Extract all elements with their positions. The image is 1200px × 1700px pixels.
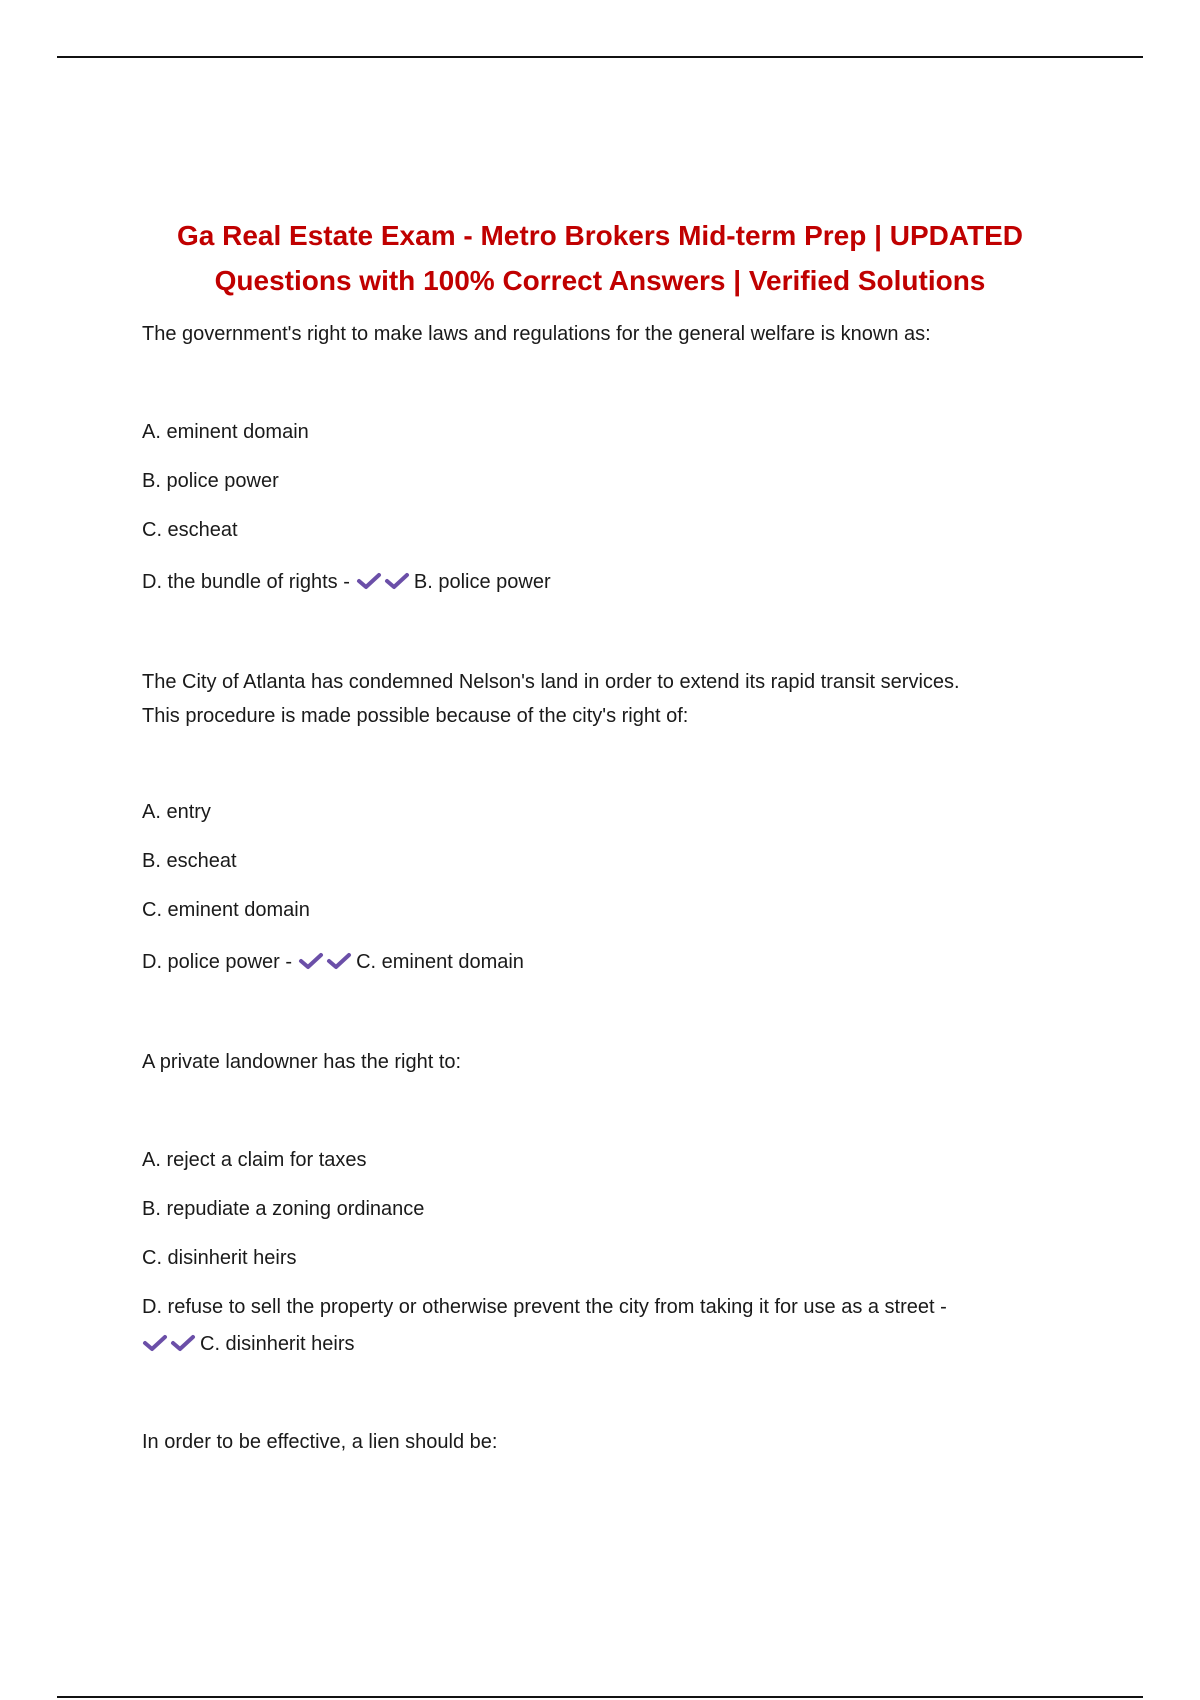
question-2-option-d-answer [142,950,524,974]
question-3-option-b: B. repudiate a zoning ordinance [142,1198,425,1220]
double-checkmark-icon [142,1332,198,1356]
question-1-option-d-answer [142,570,551,594]
question-2-answer: C. eminent domain [356,951,524,973]
question-3-answer: C. disinherit heirs [200,1333,355,1355]
question-3-option-d: D. refuse to sell the property or otherwise prevent the city from taking it for use as a street - [142,1296,947,1318]
title-line-2: Questions with 100% Correct Answers | Verified Solutions [214,265,986,296]
question-3-answer-line [142,1332,355,1356]
title-line-1: Ga Real Estate Exam - Metro Brokers Mid-term Prep | UPDATED [177,220,1023,251]
question-1-option-d: D. the bundle of rights - [142,571,350,593]
question-3-option-a: A. reject a claim for taxes [142,1149,367,1171]
top-rule [57,56,1143,58]
question-1-answer: B. police power [413,571,551,593]
question-4-text: In order to be effective, a lien should be: [142,1431,498,1453]
question-1-option-a: A. eminent domain [142,421,309,443]
question-1-option-b: B. police power [142,470,279,492]
question-2-text-line-1: The City of Atlanta has condemned Nelson's land in order to extend its rapid transit services. [142,671,960,693]
question-3-text: A private landowner has the right to: [142,1051,462,1073]
bottom-rule [57,1696,1143,1698]
document-title [100,213,1100,303]
question-1-text: The government's right to make laws and regulations for the general welfare is known as: [142,323,931,345]
double-checkmark-icon [356,570,412,594]
question-3-option-c: C. disinherit heirs [142,1247,297,1269]
question-2-option-c: C. eminent domain [142,899,310,921]
question-2-option-a: A. entry [142,801,211,823]
question-2-option-b: B. escheat [142,850,237,872]
question-1-option-c: C. escheat [142,519,238,541]
question-2-option-d: D. police power - [142,951,293,973]
question-2-text-line-2: This procedure is made possible because of the city's right of: [142,705,689,727]
double-checkmark-icon [298,950,354,974]
